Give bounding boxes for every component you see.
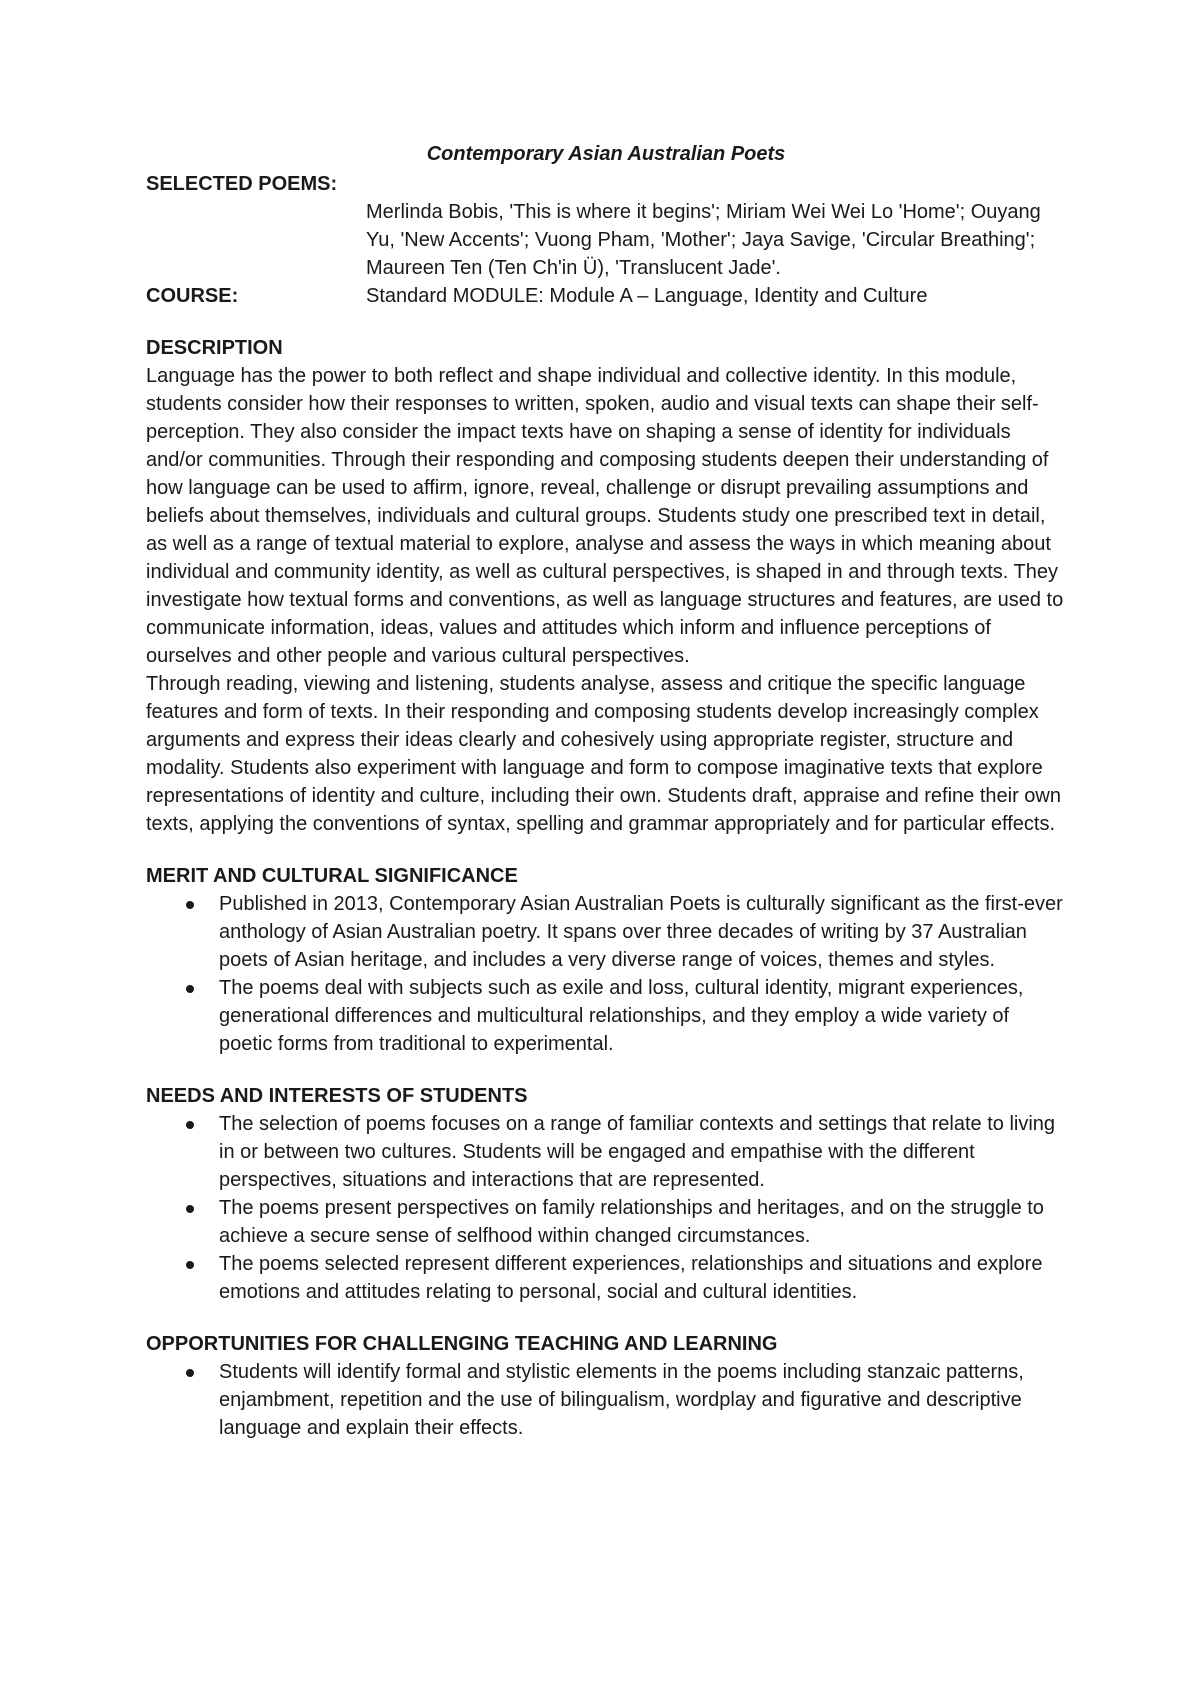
list-item-text: The poems deal with subjects such as exile and loss, cultural identity, migrant experiences, generational differences and multicultural relationships, and they employ a wide variety of poetic forms from traditional to experimental. — [219, 977, 1024, 1055]
list-item-text: The poems selected represent different experiences, relationships and situations and explore emotions and attitudes relating to personal, social and cultural identities. — [219, 1253, 1043, 1303]
course-value: Standard MODULE: Module A – Language, Identity and Culture — [366, 285, 928, 307]
list-item — [146, 1110, 1066, 1194]
needs-list — [146, 1110, 1066, 1306]
list-item — [146, 1250, 1066, 1306]
description-heading: DESCRIPTION — [146, 337, 283, 359]
document-body — [146, 140, 1066, 1442]
course-label: COURSE: — [146, 285, 239, 307]
bullet-icon — [186, 1261, 194, 1269]
bullet-icon — [186, 901, 194, 909]
list-item-text: Students will identify formal and stylistic elements in the poems including stanzaic patterns, enjambment, repetition and the use of bilingualism, wordplay and figurative and descriptive language and explain their effects. — [219, 1361, 1024, 1439]
description-paragraph-1: Language has the power to both reflect and shape individual and collective identity. In this module, students consider how their responses to written, spoken, audio and visual texts can shape their self-perception. They also consider the impact texts have on shaping a sense of identity for individuals and/or communities. Through their responding and composing students deepen their understanding of how language can be used to affirm, ignore, reveal, challenge or disrupt prevailing assumptions and beliefs about themselves, individuals and cultural groups. Students study one prescribed text in detail, as well as a range of textual material to explore, analyse and assess the ways in which meaning about individual and community identity, as well as cultural perspectives, is shaped in and through texts. They investigate how textual forms and conventions, as well as language structures and features, are used to communicate information, ideas, values and attitudes which inform and influence perceptions of ourselves and other people and various cultural perspectives. — [146, 365, 1064, 667]
merit-heading: MERIT AND CULTURAL SIGNIFICANCE — [146, 865, 518, 887]
opportunities-list — [146, 1358, 1066, 1442]
list-item — [146, 890, 1066, 974]
needs-heading: NEEDS AND INTERESTS OF STUDENTS — [146, 1085, 528, 1107]
list-item-text: The selection of poems focuses on a range of familiar contexts and settings that relate to living in or between two cultures. Students will be engaged and empathise with the different perspectives, situations and interactions that are represented. — [219, 1113, 1056, 1191]
document-title: Contemporary Asian Australian Poets — [426, 143, 786, 165]
bullet-icon — [186, 1205, 194, 1213]
bullet-icon — [186, 1369, 194, 1377]
list-item-text: The poems present perspectives on family relationships and heritages, and on the struggle to achieve a secure sense of selfhood within changed circumstances. — [219, 1197, 1044, 1247]
course-row — [146, 282, 1066, 310]
bullet-icon — [186, 1121, 194, 1129]
opportunities-heading: OPPORTUNITIES FOR CHALLENGING TEACHING AND LEARNING — [146, 1333, 778, 1355]
selected-poems-row — [146, 170, 1066, 282]
selected-poems-value: Merlinda Bobis, 'This is where it begins'; Miriam Wei Wei Lo 'Home'; Ouyang Yu, 'New Accents'; Vuong Pham, 'Mother'; Jaya Savige, 'Circular Breathing'; Maureen Ten (Ten Ch'in Ü), 'Translucent Jade'. — [366, 201, 1041, 279]
description-paragraph-2: Through reading, viewing and listening, students analyse, assess and critique the specific language features and form of texts. In their responding and composing students develop increasingly complex arguments and express their ideas clearly and cohesively using appropriate register, structure and modality. Students also experiment with language and form to compose imaginative texts that explore representations of identity and culture, including their own. Students draft, appraise and refine their own texts, applying the conventions of syntax, spelling and grammar appropriately and for particular effects. — [146, 673, 1061, 835]
bullet-icon — [186, 985, 194, 993]
list-item-text: Published in 2013, Contemporary Asian Australian Poets is culturally significant as the first-ever anthology of Asian Australian poetry. It spans over three decades of writing by 37 Australian poets of Asian heritage, and includes a very diverse range of voices, themes and styles. — [219, 893, 1063, 971]
list-item — [146, 1194, 1066, 1250]
list-item — [146, 1358, 1066, 1442]
merit-list — [146, 890, 1066, 1058]
selected-poems-label: SELECTED POEMS: — [146, 173, 338, 195]
list-item — [146, 974, 1066, 1058]
